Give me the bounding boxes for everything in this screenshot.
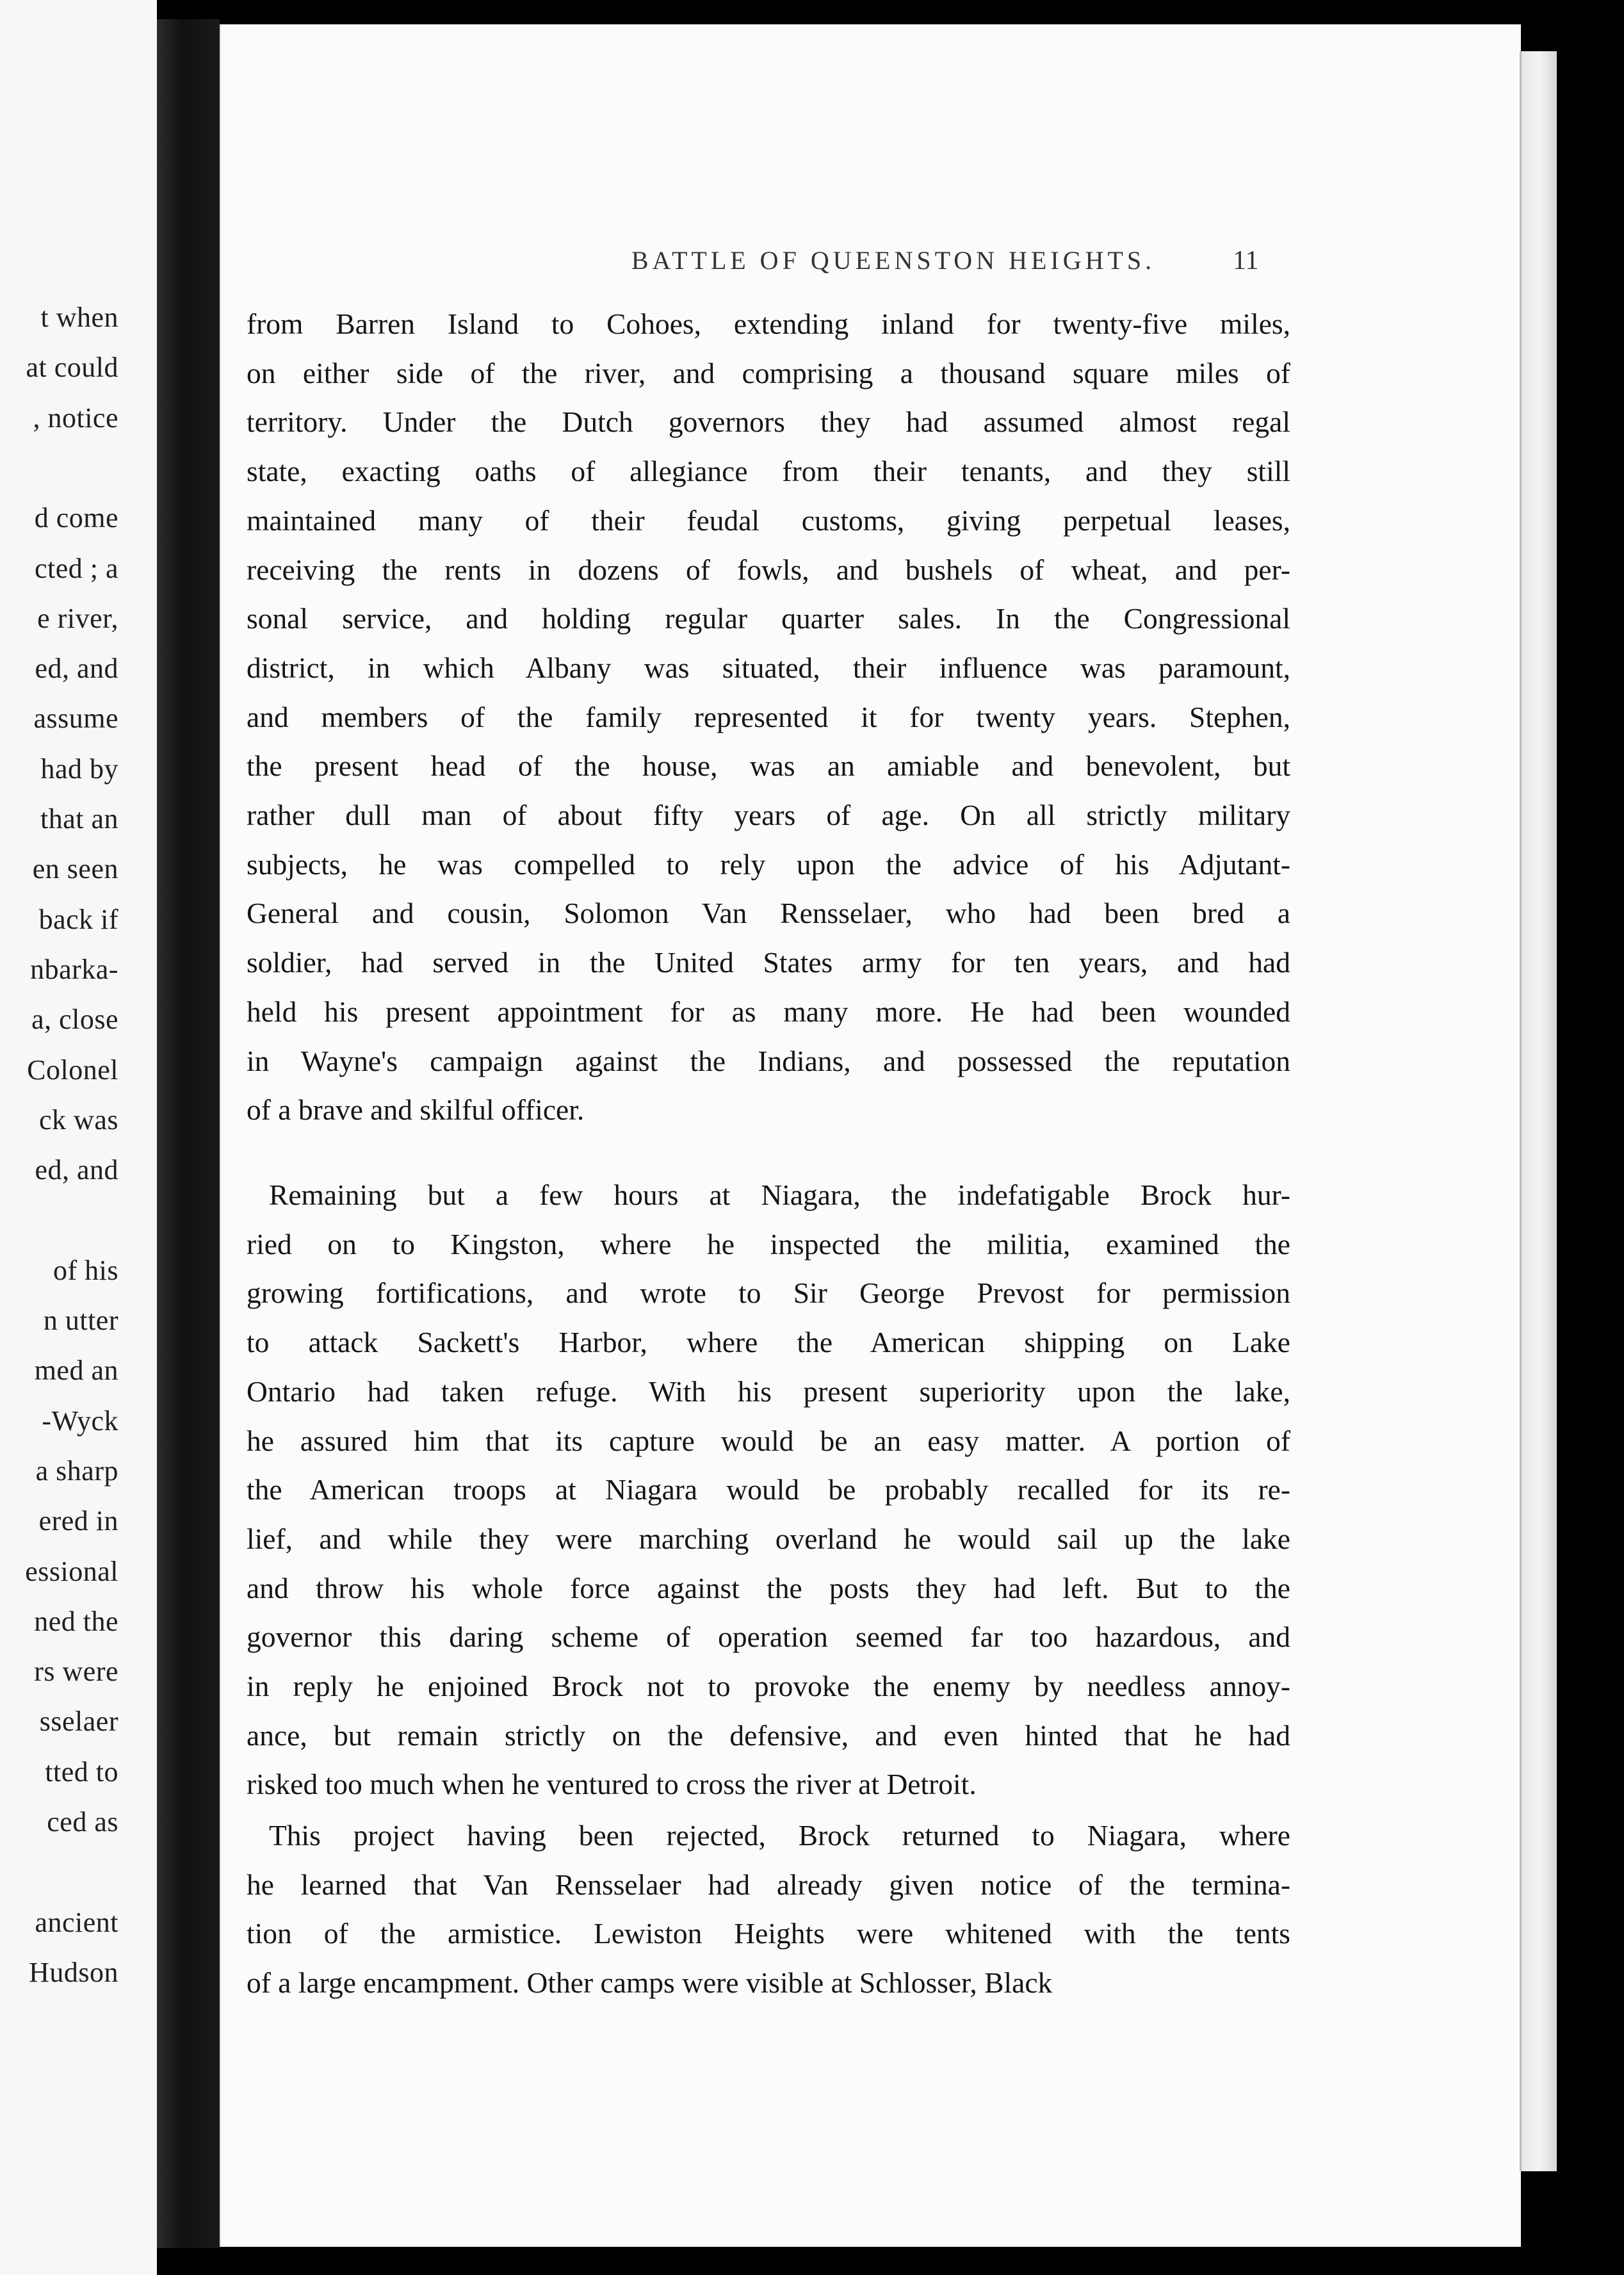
facing-page-line: that an [40, 803, 118, 835]
text-line: sonal service, and holding regular quarter sales. In the Congressional [247, 602, 1290, 635]
facing-page-line: at could [26, 352, 118, 384]
facing-page-line: Hudson [29, 1956, 118, 1988]
text-line: tion of the armistice. Lewiston Heights were whitened with the tents [247, 1917, 1290, 1950]
text-line: ance, but remain strictly on the defensive, and even hinted that he had [247, 1718, 1290, 1752]
text-line: governor this daring scheme of operation seemed far too hazardous, and [247, 1620, 1290, 1654]
text-line: in Wayne's campaign against the Indians, and possessed the reputation [247, 1044, 1290, 1077]
text-line: state, exacting oaths of allegiance from their tenants, and they still [247, 455, 1290, 488]
text-line: General and cousin, Solomon Van Rensselaer, who had been bred a [247, 897, 1290, 930]
text-line: he assured him that its capture would be an easy matter. A portion of [247, 1424, 1290, 1457]
facing-page-line: assume [33, 703, 118, 735]
text-line: on either side of the river, and comprising a thousand square miles of [247, 356, 1290, 389]
facing-page-line: tted to [45, 1756, 118, 1788]
facing-page-line: ed, and [35, 1154, 118, 1186]
text-line: rather dull man of about fifty years of age. On all strictly military [247, 799, 1290, 831]
text-line: growing fortifications, and wrote to Sir George Prevost for permission [247, 1276, 1290, 1310]
text-line: from Barren Island to Cohoes, extending inland for twenty-five miles, [247, 307, 1290, 340]
facing-page-line: n utter [43, 1305, 118, 1336]
facing-page-line: had by [40, 753, 118, 785]
facing-page-line: rs were [34, 1656, 118, 1688]
facing-page-line: ered in [38, 1505, 118, 1537]
text-line: maintained many of their feudal customs, giving perpetual leases, [247, 503, 1290, 537]
text-line: he learned that Van Rensselaer had already given notice of the termina- [247, 1868, 1290, 1901]
text-line: lief, and while they were marching overland he would sail up the lake [247, 1522, 1290, 1555]
facing-page-line: e river, [37, 602, 118, 634]
facing-page-line: , notice [33, 402, 118, 434]
facing-page-line: en seen [32, 853, 118, 885]
text-line: This project having been rejected, Brock returned to Niagara, where [269, 1819, 1290, 1852]
text-line: ried on to Kingston, where he inspected the militia, examined the [247, 1227, 1290, 1260]
facing-page-line: ed, and [35, 653, 118, 685]
text-line: Remaining but a few hours at Niagara, the indefatigable Brock hur- [269, 1178, 1290, 1211]
book-gutter [157, 19, 220, 2248]
text-line: to attack Sackett's Harbor, where the American shipping on Lake [247, 1326, 1290, 1359]
facing-page-line: ced as [47, 1806, 118, 1838]
facing-page-line: d come [34, 502, 118, 534]
text-line: of a brave and skilful officer. [247, 1093, 585, 1127]
text-line: subjects, he was compelled to rely upon the advice of his Adjutant- [247, 847, 1290, 881]
facing-page-line: ck was [39, 1104, 118, 1136]
facing-page-line: a sharp [35, 1455, 118, 1487]
text-line: territory. Under the Dutch governors they had assumed almost regal [247, 405, 1290, 439]
text-line: receiving the rents in dozens of fowls, and bushels of wheat, and per- [247, 553, 1290, 586]
facing-page-line: a, close [31, 1004, 118, 1036]
facing-page-line: Colonel [27, 1054, 118, 1086]
facing-page-line: ned the [34, 1605, 118, 1637]
facing-page-line: nbarka- [30, 953, 118, 985]
book-page [220, 24, 1521, 2247]
text-line: in reply he enjoined Brock not to provoke the enemy by needless annoy- [247, 1670, 1290, 1702]
facing-page-line: ancient [35, 1906, 118, 1938]
text-line: and throw his whole force against the posts they had left. But to the [247, 1571, 1290, 1604]
facing-page-line: sselaer [39, 1706, 118, 1738]
text-line: and members of the family represented it for twenty years. Stephen, [247, 700, 1290, 733]
facing-page-line: essional [25, 1555, 118, 1587]
page-stack-edge [1520, 51, 1557, 2171]
facing-page [0, 0, 157, 2275]
running-head [221, 245, 1521, 284]
text-line: district, in which Albany was situated, their influence was paramount, [247, 651, 1290, 684]
facing-page-line: of his [53, 1254, 118, 1286]
running-head-title: BATTLE OF QUEENSTON HEIGHTS. [631, 246, 1156, 275]
text-line: the present head of the house, was an amiable and benevolent, but [247, 749, 1290, 783]
facing-page-line: cted ; a [34, 552, 118, 584]
facing-page-line: -Wyck [42, 1405, 118, 1437]
text-line: risked too much when he ventured to cross the river at Detroit. [247, 1768, 977, 1801]
facing-page-line: med an [34, 1355, 118, 1387]
text-line: Ontario had taken refuge. With his present superiority upon the lake, [247, 1374, 1290, 1408]
text-line: held his present appointment for as many more. He had been wounded [247, 995, 1290, 1028]
facing-page-line: t when [40, 302, 118, 333]
page-number: 11 [1233, 246, 1259, 275]
facing-page-line: back if [38, 903, 118, 935]
text-line: of a large encampment. Other camps were visible at Schlosser, Black [247, 1966, 1053, 2000]
text-line: soldier, had served in the United States army for ten years, and had [247, 946, 1290, 979]
text-line: the American troops at Niagara would be probably recalled for its re- [247, 1473, 1290, 1506]
